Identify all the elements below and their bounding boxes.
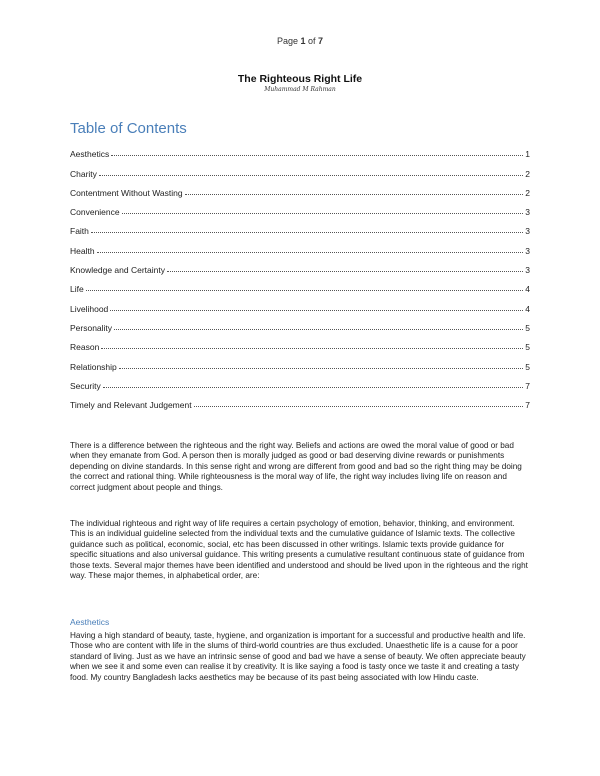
toc-entry-security[interactable] [70, 372, 530, 391]
toc-entry-life[interactable] [70, 275, 530, 294]
toc-leader-dots [91, 232, 523, 233]
toc-entry-personality[interactable] [70, 314, 530, 333]
toc-leader-dots [86, 290, 524, 291]
toc-entry-page: 3 [525, 265, 530, 276]
toc-leader-dots [114, 329, 523, 330]
page-number-header [0, 36, 600, 46]
toc-entry-label: Contentment Without Wasting [70, 187, 183, 198]
toc-entry-label: Personality [70, 322, 113, 333]
toc-leader-dots [101, 348, 523, 349]
toc-entry-label: Security [70, 380, 101, 391]
toc-leader-dots [194, 406, 524, 407]
toc-entry-faith[interactable] [70, 217, 530, 236]
document-author: Muhammad M Rahman [264, 86, 336, 93]
toc-leader-dots [119, 368, 523, 369]
toc-leader-dots [110, 310, 523, 311]
body-paragraph-2: The individual righteous and right way of life requires a certain psychology of emotion, behavior, thinking, and environment. This is an individual guideline selected from the individual texts and the cumulative guidance of Islamic texts. The collective guidance such as political, economic, social, etc has been discussed in other writings. Islamic texts provide guidance for specific situations and also universal guidance. This writing presents a cumulative resultant continuous state of guidance from those texts. Several major themes have been identified and understood and should be lived upon in the righteous and the right way. These major themes, in alphabetical order, are: [70, 519, 528, 581]
toc-entry-page: 3 [525, 207, 530, 218]
toc-leader-dots [97, 252, 524, 253]
body-paragraph-3: Having a high standard of beauty, taste, hygiene, and organization is important for a successful and productive health and life. Those who are content with life in the slums of third-world countries are thus excluded. Unaesthetic life is a cause for a poor standard of living. Just as we have an intrinsic sense of good and bad we have a sense of beauty. We often appreciate beauty when we see it and some even can realise it by creativity. It is like saying a food is tasty once we taste it and creating a tasty food. My country Bangladesh lacks aesthetics may be because of its past being associated with low Hindu caste. [70, 631, 526, 682]
page-total: 7 [318, 36, 324, 46]
toc-leader-dots [185, 194, 524, 195]
toc-leader-dots [103, 387, 524, 388]
toc-entry-label: Aesthetics [70, 149, 110, 160]
toc-entry-page: 5 [525, 342, 530, 353]
toc-entry-label: Livelihood [70, 303, 109, 314]
toc-entry-page: 2 [525, 168, 530, 179]
toc-leader-dots [167, 271, 523, 272]
toc-entry-page: 5 [525, 361, 530, 372]
toc-entry-page: 4 [525, 284, 530, 295]
toc-entry-livelihood[interactable] [70, 294, 530, 313]
toc-leader-dots [122, 213, 524, 214]
toc-entry-page: 3 [525, 226, 530, 237]
toc-leader-dots [99, 175, 523, 176]
toc-entry-convenience[interactable] [70, 198, 530, 217]
section-heading-aesthetics: Aesthetics [70, 617, 110, 627]
toc-entry-label: Convenience [70, 207, 120, 218]
toc-entry-page: 1 [525, 149, 530, 160]
toc-leader-dots [111, 155, 523, 156]
toc-entry-page: 3 [525, 245, 530, 256]
page-of: of [305, 36, 319, 46]
toc-entry-reason[interactable] [70, 333, 530, 352]
toc-entry-label: Reason [70, 342, 100, 353]
toc-entry-charity[interactable] [70, 159, 530, 178]
document-title: The Righteous Right Life [237, 73, 363, 85]
toc-entry-label: Timely and Relevant Judgement [70, 400, 192, 411]
toc-entry-contentment[interactable] [70, 179, 530, 198]
toc-entry-page: 2 [525, 187, 530, 198]
toc-entry-aesthetics[interactable] [70, 140, 530, 159]
table-of-contents [70, 140, 530, 410]
toc-entry-label: Health [70, 245, 95, 256]
toc-entry-page: 7 [525, 400, 530, 411]
toc-entry-relationship[interactable] [70, 352, 530, 371]
toc-entry-label: Charity [70, 168, 97, 179]
toc-entry-label: Faith [70, 226, 89, 237]
page-current: 1 [300, 36, 306, 46]
toc-entry-judgement[interactable] [70, 391, 530, 410]
body-paragraph-1: There is a difference between the righteous and the right way. Beliefs and actions are owed the moral value of good or bad when they emanate from God. A person then is morally judged as good or bad deserving divine rewards or punishments depending on divine standards. In this sense right and wrong are different from good and bad so the right thing may be doing the correct and rational thing. While righteousness is the moral way of life, the right way includes living life on reason and correct judgment about people and things. [70, 441, 522, 492]
page-prefix: Page [276, 36, 301, 46]
toc-entry-label: Relationship [70, 361, 117, 372]
toc-entry-page: 7 [525, 380, 530, 391]
toc-entry-label: Knowledge and Certainty [70, 265, 165, 276]
toc-entry-page: 5 [525, 322, 530, 333]
toc-entry-page: 4 [525, 303, 530, 314]
toc-entry-health[interactable] [70, 236, 530, 255]
toc-heading: Table of Contents [70, 120, 187, 137]
toc-entry-label: Life [70, 284, 84, 295]
toc-entry-knowledge[interactable] [70, 256, 530, 275]
